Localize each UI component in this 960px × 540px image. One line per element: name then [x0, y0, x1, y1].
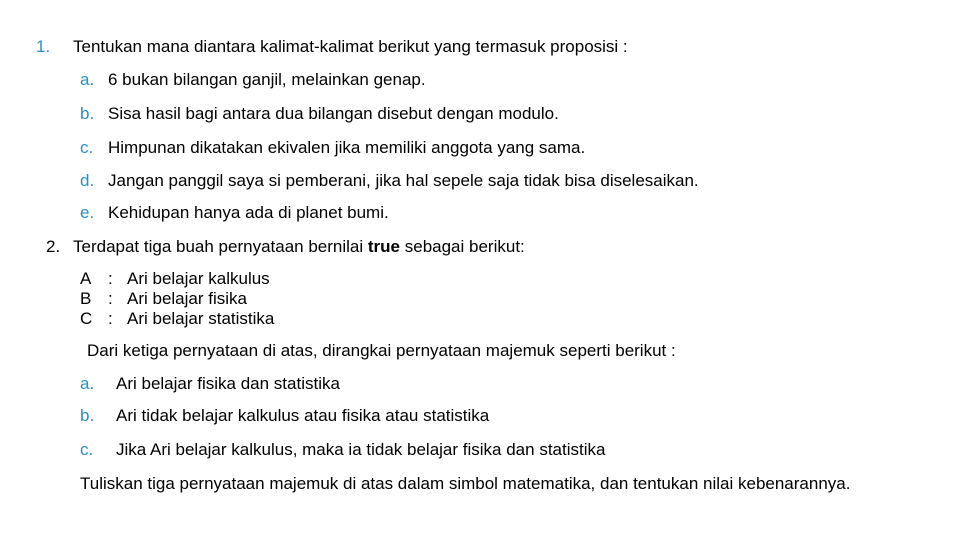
option-marker: b. [80, 104, 95, 123]
statement-sep: : [108, 309, 113, 328]
option-marker: d. [80, 171, 95, 190]
option-text: Sisa hasil bagi antara dua bilangan disebut dengan modulo. [108, 104, 559, 123]
statement-b [80, 289, 247, 309]
question-2-text-before: Terdapat tiga buah pernyataan bernilai [73, 237, 368, 256]
q1-option-a [80, 70, 426, 90]
compound-b [80, 406, 489, 426]
compound-text: Jika Ari belajar kalkulus, maka ia tidak belajar fisika dan statistika [116, 440, 606, 459]
option-marker: e. [80, 203, 95, 222]
question-2-text-bold: true [367, 237, 401, 256]
compound-marker: b. [80, 406, 95, 425]
question-2-text-after: sebagai berikut: [400, 237, 525, 256]
compound-a [80, 374, 340, 394]
q1-option-d [80, 171, 699, 191]
statement-text: Ari belajar kalkulus [127, 269, 270, 288]
option-text: Jangan panggil saya si pemberani, jika hal sepele saja tidak bisa diselesaikan. [108, 171, 699, 190]
compound-intro: Dari ketiga pernyataan di atas, dirangkai pernyataan majemuk seperti berikut : [87, 341, 676, 360]
statement-key: B [80, 289, 92, 308]
option-marker: a. [80, 70, 95, 89]
question-2-number: 2. [46, 237, 61, 256]
statement-text: Ari belajar statistika [127, 309, 275, 328]
compound-c [80, 440, 605, 460]
option-text: 6 bukan bilangan ganjil, melainkan genap. [108, 70, 426, 89]
q1-option-b [80, 104, 559, 124]
compound-text: Ari belajar fisika dan statistika [116, 374, 340, 393]
statement-key: A [80, 269, 92, 288]
statement-sep: : [108, 289, 113, 308]
statement-sep: : [108, 269, 113, 288]
final-instruction: Tuliskan tiga pernyataan majemuk di atas dalam simbol matematika, dan tentukan nilai kebenarannya. [80, 474, 851, 493]
compound-text: Ari tidak belajar kalkulus atau fisika atau statistika [116, 406, 490, 425]
q1-option-c [80, 138, 585, 158]
compound-marker: c. [80, 440, 94, 459]
option-text: Kehidupan hanya ada di planet bumi. [108, 203, 389, 222]
question-1-text: Tentukan mana diantara kalimat-kalimat berikut yang termasuk proposisi : [73, 37, 628, 56]
statement-a [80, 269, 270, 289]
statement-c [80, 309, 274, 329]
compound-marker: a. [80, 374, 95, 393]
q1-option-e [80, 203, 389, 223]
question-1-number: 1. [36, 37, 51, 56]
option-marker: c. [80, 138, 94, 157]
question-2-text [73, 237, 525, 257]
statement-key: C [80, 309, 93, 328]
statement-text: Ari belajar fisika [127, 289, 247, 308]
option-text: Himpunan dikatakan ekivalen jika memiliki anggota yang sama. [108, 138, 586, 157]
